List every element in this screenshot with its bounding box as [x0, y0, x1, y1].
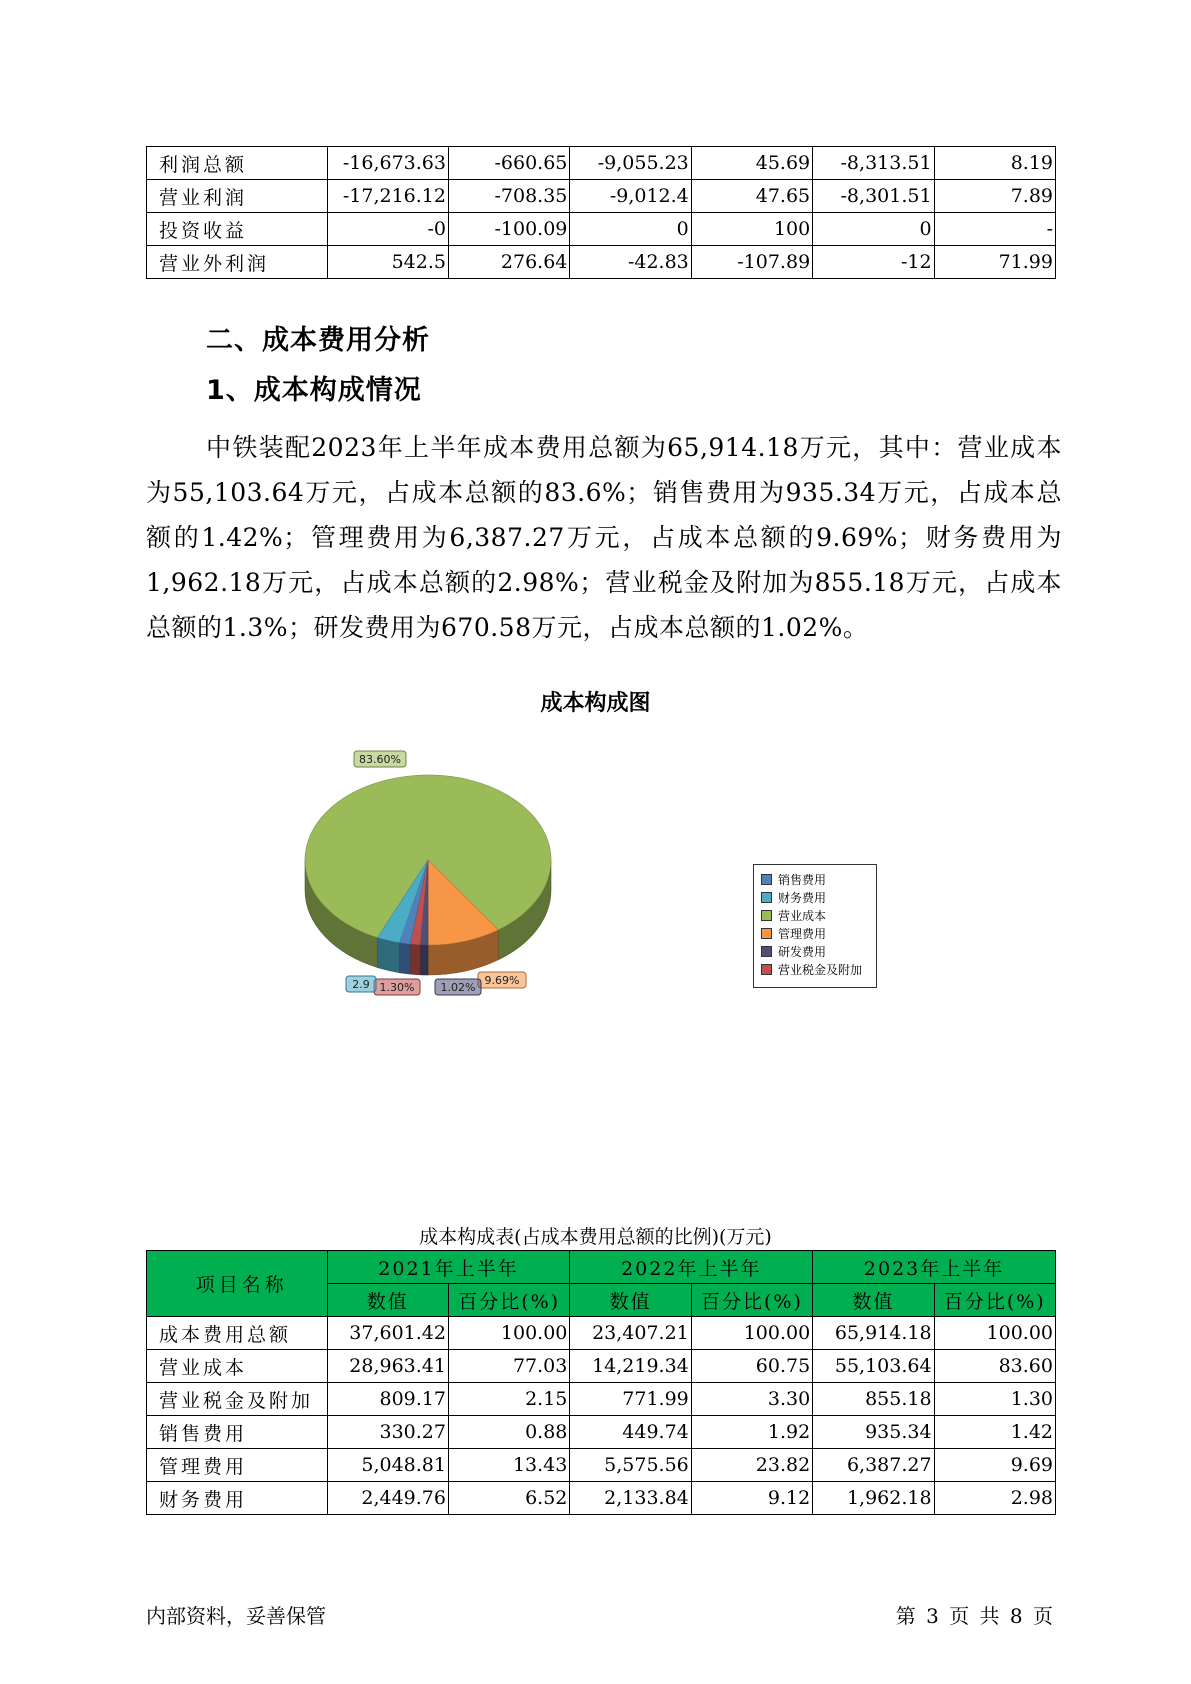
header-percent: 百分比(%) [691, 1284, 812, 1317]
table-row [147, 1482, 1056, 1515]
footer-confidential-note: 内部资料，妥善保管 [146, 1604, 326, 1628]
table-cell: -9,012.4 [570, 180, 691, 213]
data-label [374, 979, 420, 995]
legend-label: 营业成本 [778, 908, 827, 923]
table-cell: 771.99 [570, 1383, 691, 1416]
table-cell: 8.19 [934, 147, 1055, 180]
header-item-name: 项目名称 [147, 1251, 328, 1317]
table-cell: 809.17 [327, 1383, 448, 1416]
table-cell: 0 [570, 213, 691, 246]
table-cell: 449.74 [570, 1416, 691, 1449]
data-label-text: 1.02% [440, 981, 476, 994]
legend-swatch [761, 964, 772, 975]
legend-item [761, 870, 876, 888]
table-cell: 0.88 [448, 1416, 569, 1449]
data-label-text: 83.60% [359, 753, 401, 766]
legend-item [761, 924, 876, 942]
pie-slice-side [420, 945, 428, 975]
table-cell: 935.34 [813, 1416, 934, 1449]
table-cell: 100 [691, 213, 812, 246]
table-row [147, 1317, 1056, 1350]
table-cell: 2,133.84 [570, 1482, 691, 1515]
cost-table-caption: 成本构成表(占成本费用总额的比例)(万元) [419, 1226, 772, 1248]
table-cell: 60.75 [691, 1350, 812, 1383]
table-cell: 2,449.76 [327, 1482, 448, 1515]
row-label: 财务费用 [147, 1482, 328, 1515]
row-label: 成本费用总额 [147, 1317, 328, 1350]
table-cell: -8,313.51 [813, 147, 934, 180]
row-label: 营业税金及附加 [147, 1383, 328, 1416]
data-label [346, 976, 376, 992]
table-cell: 9.12 [691, 1482, 812, 1515]
table-cell: 23.82 [691, 1449, 812, 1482]
legend-swatch [761, 910, 772, 921]
header-value: 数值 [327, 1284, 448, 1317]
table-cell: 3.30 [691, 1383, 812, 1416]
table-cell: -42.83 [570, 246, 691, 279]
table-row [147, 1383, 1056, 1416]
header-period-2021: 2021年上半年 [327, 1251, 570, 1284]
section-heading: 二、成本费用分析 [206, 325, 430, 356]
table-cell: 2.15 [448, 1383, 569, 1416]
data-label-text: 2.9 [352, 978, 370, 991]
table-cell: -107.89 [691, 246, 812, 279]
table-cell: 855.18 [813, 1383, 934, 1416]
chart-legend [753, 864, 877, 988]
table-cell: 1.42 [934, 1416, 1055, 1449]
table-cell: 0 [813, 213, 934, 246]
sub-heading: 1、成本构成情况 [206, 375, 422, 406]
legend-swatch [761, 946, 772, 957]
table-cell: 100.00 [448, 1317, 569, 1350]
header-value: 数值 [570, 1284, 691, 1317]
chart-title: 成本构成图 [540, 691, 651, 716]
table-cell: -660.65 [448, 147, 569, 180]
data-label [354, 751, 406, 767]
table-cell: 13.43 [448, 1449, 569, 1482]
table-cell: 5,575.56 [570, 1449, 691, 1482]
table-cell: 1.92 [691, 1416, 812, 1449]
table-cell: 1,962.18 [813, 1482, 934, 1515]
header-period-2022: 2022年上半年 [570, 1251, 813, 1284]
row-label: 营业外利润 [147, 246, 328, 279]
legend-item [761, 942, 876, 960]
table-cell: 77.03 [448, 1350, 569, 1383]
header-percent: 百分比(%) [448, 1284, 569, 1317]
pie-slice-side [378, 938, 400, 973]
table-cell: - [934, 213, 1055, 246]
table-cell: -0 [327, 213, 448, 246]
table-cell: -17,216.12 [327, 180, 448, 213]
legend-label: 财务费用 [778, 890, 827, 905]
data-label-text: 9.69% [484, 974, 520, 987]
legend-swatch [761, 928, 772, 939]
row-label: 销售费用 [147, 1416, 328, 1449]
table-cell: 71.99 [934, 246, 1055, 279]
table-cell: 55,103.64 [813, 1350, 934, 1383]
table-cell: 2.98 [934, 1482, 1055, 1515]
data-label-text: 1.30% [379, 981, 415, 994]
table-cell: 47.65 [691, 180, 812, 213]
table-cell: -16,673.63 [327, 147, 448, 180]
data-label [435, 979, 481, 995]
row-label: 营业利润 [147, 180, 328, 213]
table-cell: 5,048.81 [327, 1449, 448, 1482]
table-cell: 14,219.34 [570, 1350, 691, 1383]
legend-item [761, 906, 876, 924]
table-row [147, 1449, 1056, 1482]
table-cell: 7.89 [934, 180, 1055, 213]
table-cell: 1.30 [934, 1383, 1055, 1416]
table-row [147, 1350, 1056, 1383]
table-cell: 100.00 [691, 1317, 812, 1350]
table-cell: 45.69 [691, 147, 812, 180]
table-cell: 23,407.21 [570, 1317, 691, 1350]
table-cell: 37,601.42 [327, 1317, 448, 1350]
row-label: 营业成本 [147, 1350, 328, 1383]
legend-label: 销售费用 [778, 872, 827, 887]
table-cell: -100.09 [448, 213, 569, 246]
cost-table [146, 1250, 1056, 1515]
data-label [478, 972, 526, 988]
table-cell: 6.52 [448, 1482, 569, 1515]
legend-item [761, 888, 876, 906]
header-period-2023: 2023年上半年 [813, 1251, 1056, 1284]
table-cell: 100.00 [934, 1317, 1055, 1350]
header-value: 数值 [813, 1284, 934, 1317]
table-cell: -9,055.23 [570, 147, 691, 180]
footer-page-number: 第 3 页 共 8 页 [895, 1604, 1055, 1628]
table-cell: 9.69 [934, 1449, 1055, 1482]
table-row [147, 1416, 1056, 1449]
table-cell: 28,963.41 [327, 1350, 448, 1383]
legend-label: 管理费用 [778, 926, 827, 941]
table-cell: -8,301.51 [813, 180, 934, 213]
table-cell: -12 [813, 246, 934, 279]
table-cell: 6,387.27 [813, 1449, 934, 1482]
pie-slice-side [399, 943, 410, 974]
legend-item [761, 960, 876, 978]
body-paragraph: 中铁装配2023年上半年成本费用总额为65,914.18万元，其中：营业成本为55,103.64万元，占成本总额的83.6%；销售费用为935.34万元，占成本总额的1.42%；管理费用为6,387.27万元，占成本总额的9.69%；财务费用为1,962.18万元，占成本总额的2.98%；营业税金及附加为855.18万元，占成本总额的1.3%；研发费用为670.58万元，占成本总额的1.02%。 [146, 433, 1062, 642]
table-cell: 65,914.18 [813, 1317, 934, 1350]
table-cell: 83.60 [934, 1350, 1055, 1383]
header-percent: 百分比(%) [934, 1284, 1055, 1317]
legend-label: 研发费用 [778, 944, 827, 959]
row-label: 利润总额 [147, 147, 328, 180]
row-label: 投资收益 [147, 213, 328, 246]
legend-swatch [761, 874, 772, 885]
table-cell: 330.27 [327, 1416, 448, 1449]
table-cell: 542.5 [327, 246, 448, 279]
pie-slice-side [410, 944, 420, 975]
table-cell: 276.64 [448, 246, 569, 279]
table-cell: -708.35 [448, 180, 569, 213]
row-label: 管理费用 [147, 1449, 328, 1482]
legend-label: 营业税金及附加 [778, 962, 863, 977]
legend-swatch [761, 892, 772, 903]
